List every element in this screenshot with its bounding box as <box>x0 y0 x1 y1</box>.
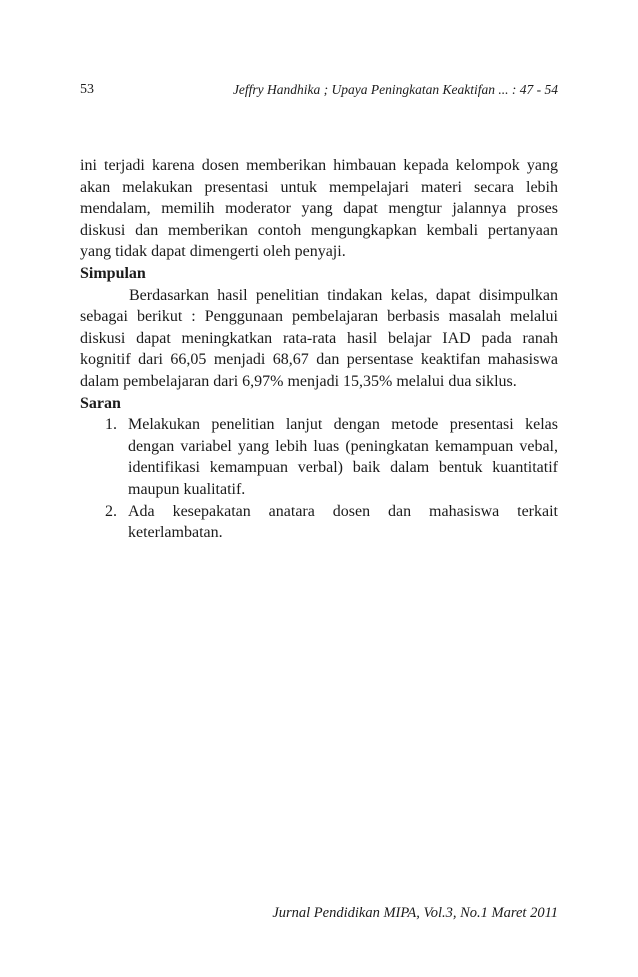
saran-list <box>80 414 558 544</box>
list-item-text: Ada kesepakatan anatara dosen dan mahasiswa terkait keterlambatan. <box>128 502 558 542</box>
list-item-number: 2. <box>105 502 117 520</box>
page-header <box>80 80 558 100</box>
page-footer: Jurnal Pendidikan MIPA, Vol.3, No.1 Maret 2011 <box>272 905 558 921</box>
list-item-text: Melakukan penelitian lanjut dengan metode presentasi kelas dengan variabel yang lebih luas (peningkatan kemampuan vebal, identifikasi kemampuan verbal) baik dalam bentuk kuantitatif maupun kualitatif. <box>128 416 558 498</box>
simpulan-paragraph: Berdasarkan hasil penelitian tindakan kelas, dapat disimpulkan sebagai berikut : Penggunaan pembelajaran berbasis masalah melalui diskusi dapat meningkatkan rata-rata hasil belajar IAD pada ranah kognitif dari 66,05 menjadi 68,67 dan persentase keaktifan mahasiswa dalam pembelajaran dari 6,97% menjadi 15,35% melalui dua siklus. <box>80 286 558 390</box>
list-item <box>80 414 558 500</box>
list-item <box>80 501 558 544</box>
running-title: Jeffry Handhika ; Upaya Peningkatan Keaktifan ... : 47 - 54 <box>232 82 558 97</box>
intro-paragraph: ini terjadi karena dosen memberikan himbauan kepada kelompok yang akan melakukan presentasi untuk mempelajari materi secara lebih mendalam, memilih moderator yang dapat mengtur jalannya proses diskusi dan memberikan contoh mengungkapkan kembali pertanyaan yang tidak dapat dimengerti oleh penyaji. <box>80 157 558 261</box>
list-item-number: 1. <box>105 416 117 434</box>
simpulan-heading: Simpulan <box>80 264 146 282</box>
body-text <box>80 155 558 544</box>
page-number: 53 <box>80 82 94 97</box>
saran-heading: Saran <box>80 394 121 412</box>
